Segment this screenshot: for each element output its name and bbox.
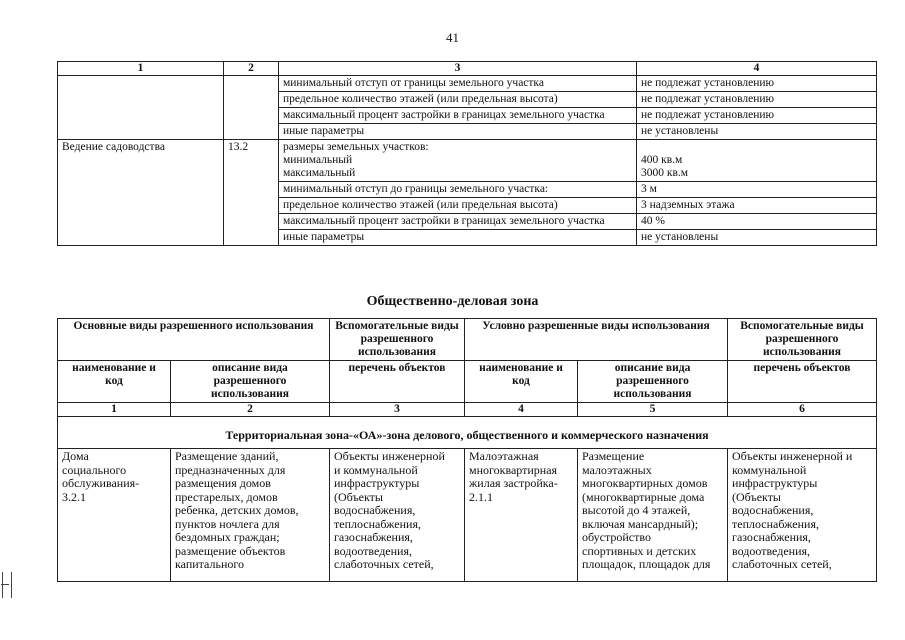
value-cell: не установлены [637, 230, 877, 246]
empty-cell [58, 76, 224, 140]
use-description-cell: Размещение малоэтажных многоквартирных домов (многоквартирные дома высотой до 4 этажей, включая мансардный); обустройство спортивных и детских площадок, площадок для [578, 449, 728, 582]
param-cell: минимальный отступ от границы земельного участка [279, 76, 637, 92]
param-cell: предельное количество этажей (или предельная высота) [279, 198, 637, 214]
use-code-cell: 13.2 [224, 140, 279, 246]
parameters-table [57, 61, 877, 246]
value-cell: не подлежат установлению [637, 76, 877, 92]
objects-list-cell: Объекты инженерной и коммунальной инфраструктуры (Объекты водоснабжения, теплоснабжения, газоснабжения, водоотведения, слаботочных сетей, [330, 449, 465, 582]
table-row [58, 140, 877, 182]
binding-mark [2, 572, 12, 598]
column-number: 1 [58, 62, 224, 76]
value-cell: не установлены [637, 124, 877, 140]
column-numbers-row [58, 403, 877, 417]
table-row [58, 76, 877, 92]
column-number: 4 [637, 62, 877, 76]
param-cell: максимальный процент застройки в границах земельного участка [279, 108, 637, 124]
use-description-cell: Размещение зданий, предназначенных для размещения домов престарелых, домов ребенка, детских домов, пунктов ночлега для бездомных граждан; размещение объектов капитального [171, 449, 330, 582]
subheader-cell: наименование и код [465, 361, 578, 403]
column-number: 5 [578, 403, 728, 417]
use-name-cell: Дома социального обслуживания- 3.2.1 [58, 449, 171, 582]
value-cell: 3 м [637, 182, 877, 198]
header-aux-uses-2: Вспомогательные виды разрешенного использования [728, 319, 877, 361]
page-number: 41 [446, 30, 459, 45]
use-name-cell: Ведение садоводства [58, 140, 224, 246]
use-name-cell: Малоэтажная многоквартирная жилая застройка- 2.1.1 [465, 449, 578, 582]
header-aux-uses: Вспомогательные виды разрешенного использования [330, 319, 465, 361]
objects-list-cell: Объекты инженерной и коммунальной инфраструктуры (Объекты водоснабжения, теплоснабжения, газоснабжения, водоотведения, слаботочных сетей, [728, 449, 877, 582]
column-number: 2 [171, 403, 330, 417]
value-cell: не подлежат установлению [637, 92, 877, 108]
zone-uses-table [57, 318, 877, 582]
column-number: 4 [465, 403, 578, 417]
header-main-uses: Основные виды разрешенного использования [58, 319, 330, 361]
subheader-cell: наименование и код [58, 361, 171, 403]
zone-name-row [58, 417, 877, 449]
table-subheader-row [58, 361, 877, 403]
param-cell: предельное количество этажей (или предельная высота) [279, 92, 637, 108]
value-cell: не подлежат установлению [637, 108, 877, 124]
param-cell: иные параметры [279, 124, 637, 140]
column-number: 3 [330, 403, 465, 417]
zone-name: Территориальная зона-«ОА»-зона делового, общественного и коммерческого назначения [58, 417, 877, 449]
param-cell: размеры земельных участков: минимальный максимальный [279, 140, 637, 182]
subheader-cell: перечень объектов [330, 361, 465, 403]
table-row [58, 449, 877, 582]
empty-cell [224, 76, 279, 140]
column-number: 2 [224, 62, 279, 76]
subheader-cell: описание вида разрешенного использования [171, 361, 330, 403]
table-header-row [58, 62, 877, 76]
table-header-row [58, 319, 877, 361]
subheader-cell: перечень объектов [728, 361, 877, 403]
column-number: 3 [279, 62, 637, 76]
column-number: 1 [58, 403, 171, 417]
value-cell: 3 надземных этажа [637, 198, 877, 214]
subheader-cell: описание вида разрешенного использования [578, 361, 728, 403]
header-conditional-uses: Условно разрешенные виды использования [465, 319, 728, 361]
value-cell: 40 % [637, 214, 877, 230]
param-cell: максимальный процент застройки в границах земельного участка [279, 214, 637, 230]
zone-title: Общественно-деловая зона [366, 294, 539, 309]
column-number: 6 [728, 403, 877, 417]
param-cell: иные параметры [279, 230, 637, 246]
param-cell: минимальный отступ до границы земельного участка: [279, 182, 637, 198]
value-cell: 400 кв.м 3000 кв.м [637, 140, 877, 182]
